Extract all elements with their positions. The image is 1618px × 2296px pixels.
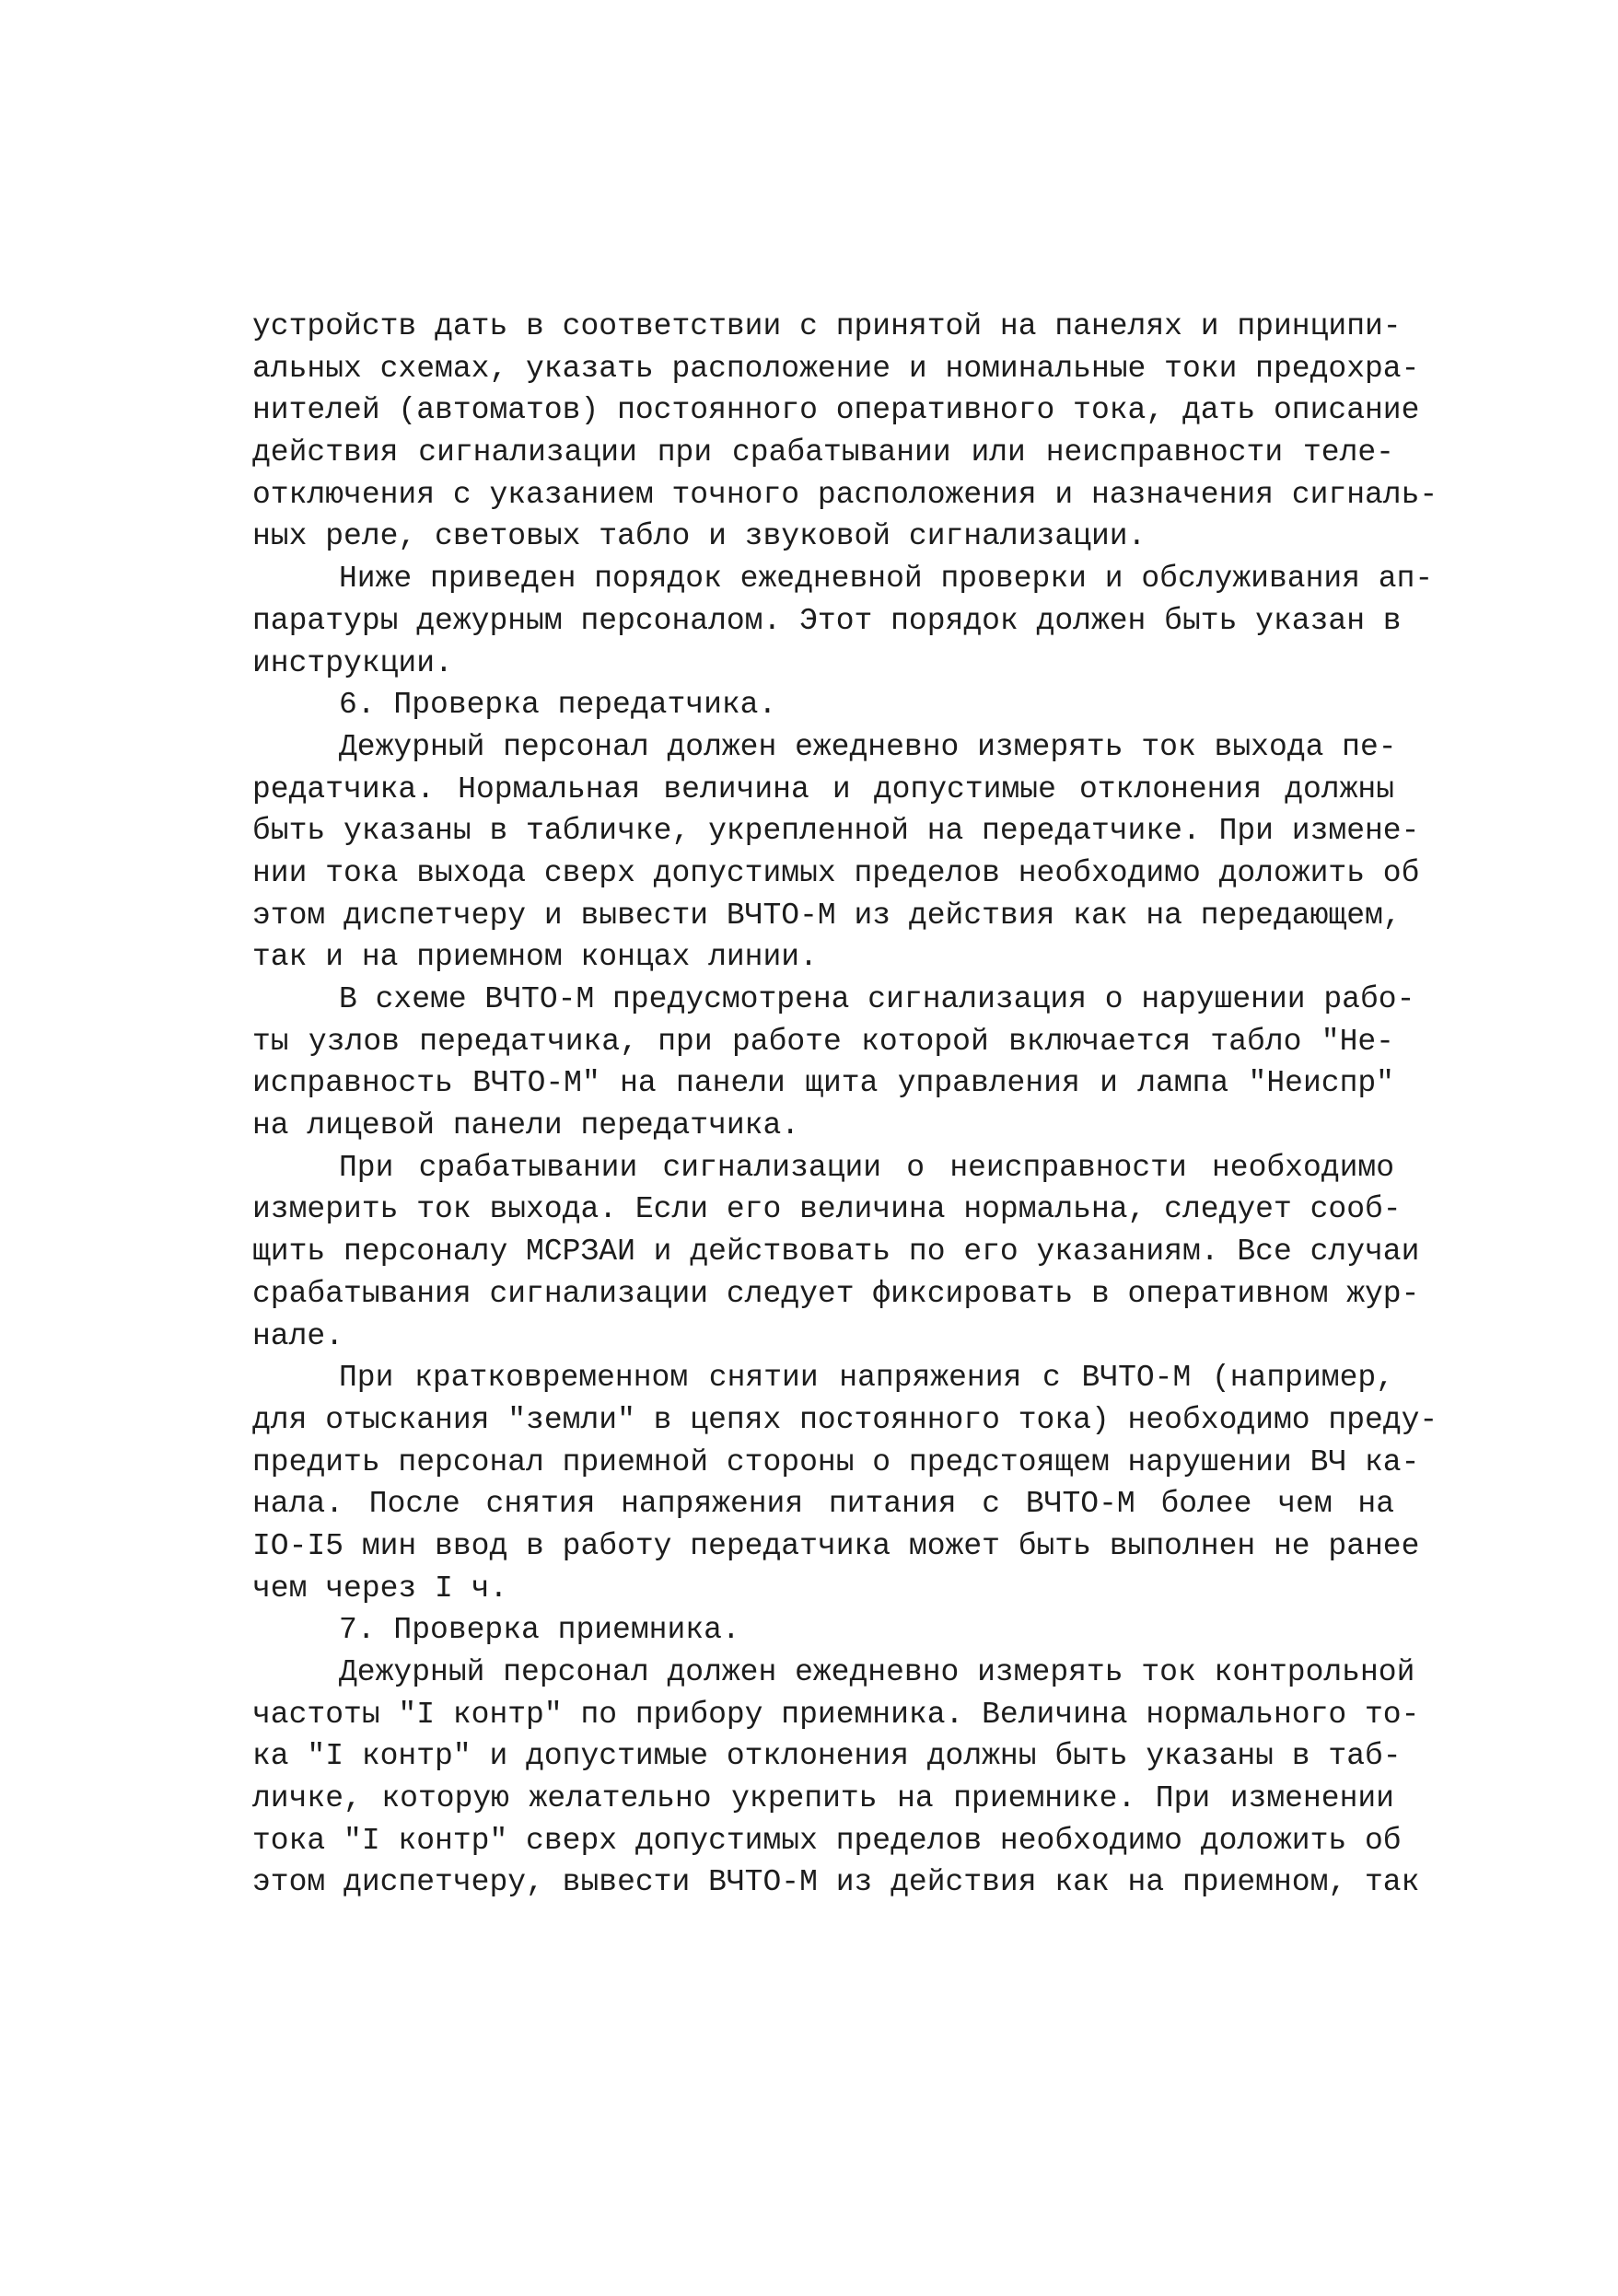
text-line: отключения с указанием точного расположения и назначения сигналь- [252,477,1438,512]
text-line: измерить ток выхода. Если его величина нормальна, следует сооб- [252,1192,1402,1227]
text-line: нии тока выхода сверх допустимых пределов необходимо доложить об [252,855,1420,890]
section-heading: 6. Проверка передатчика. [339,688,777,723]
paragraph-first-line: Ниже приведен порядок ежедневной проверки и обслуживания ап- [339,562,1434,597]
text-line: редатчика. Нормальная величина и допустимые отклонения должны [252,771,1394,806]
paragraph-first-line: При кратковременном снятии напряжения с ВЧТО-М (например, [339,1361,1394,1396]
text-line: нала. После снятия напряжения питания с ВЧТО-М более чем на [252,1487,1394,1522]
text-line: паратуры дежурным персоналом. Этот порядок должен быть указан в [252,603,1402,638]
text-line: исправность ВЧТО-М" на панели щита управления и лампа "Неиспр" [252,1066,1394,1101]
text-line: на лицевой панели передатчика. [252,1108,800,1143]
text-line: инструкции. [252,645,453,680]
text-line: личке, которую желательно укрепить на приемнике. При изменении [252,1781,1394,1816]
text-line: этом диспетчеру, вывести ВЧТО-М из действия как на приемном, так [252,1865,1420,1900]
document-body [252,306,1438,1904]
text-line: ты узлов передатчика, при работе которой включается табло "Не- [252,1024,1394,1059]
text-line: IO-I5 мин ввод в работу передатчика может быть выполнен не ранее [252,1528,1420,1563]
text-line: для отыскания "земли" в цепях постоянного тока) необходимо преду- [252,1402,1438,1437]
paragraph-first-line: В схеме ВЧТО-М предусмотрена сигнализация о нарушении рабо- [339,982,1415,1016]
text-line: устройств дать в соответствии с принятой на панелях и принципи- [252,309,1402,343]
text-line: нале. [252,1318,344,1353]
text-line: щить персоналу МСРЗАИ и действовать по его указаниям. Все случаи [252,1235,1420,1270]
text-line: быть указаны в табличке, укрепленной на передатчике. При измене- [252,814,1420,849]
section-heading: 7. Проверка приемника. [339,1613,740,1648]
text-line: альных схемах, указать расположение и номинальные токи предохра- [252,351,1420,386]
paragraph-first-line: Дежурный персонал должен ежедневно измерять ток контрольной [339,1655,1415,1689]
text-line: чем через I ч. [252,1571,508,1606]
paragraph-first-line: Дежурный персонал должен ежедневно измерять ток выхода пе- [339,729,1397,764]
text-line: ных реле, световых табло и звуковой сигнализации. [252,519,1147,554]
text-line: действия сигнализации при срабатывании или неисправности теле- [252,435,1394,470]
text-line: частоты "I контр" по прибору приемника. Величина нормального то- [252,1697,1420,1732]
paragraph-first-line: При срабатывании сигнализации о неисправности необходимо [339,1150,1394,1185]
text-line: предить персонал приемной стороны о предстоящем нарушении ВЧ ка- [252,1444,1420,1479]
text-line: тока "I контр" сверх допустимых пределов необходимо доложить об [252,1823,1402,1858]
text-line: так и на приемном концах линии. [252,940,818,975]
text-line: срабатывания сигнализации следует фиксировать в оперативном жур- [252,1276,1420,1311]
text-line: ка "I контр" и допустимые отклонения должны быть указаны в таб- [252,1739,1402,1774]
text-line: этом диспетчеру и вывести ВЧТО-М из действия как на передающем, [252,898,1402,933]
text-line: нителей (автоматов) постоянного оперативного тока, дать описание [252,393,1420,428]
